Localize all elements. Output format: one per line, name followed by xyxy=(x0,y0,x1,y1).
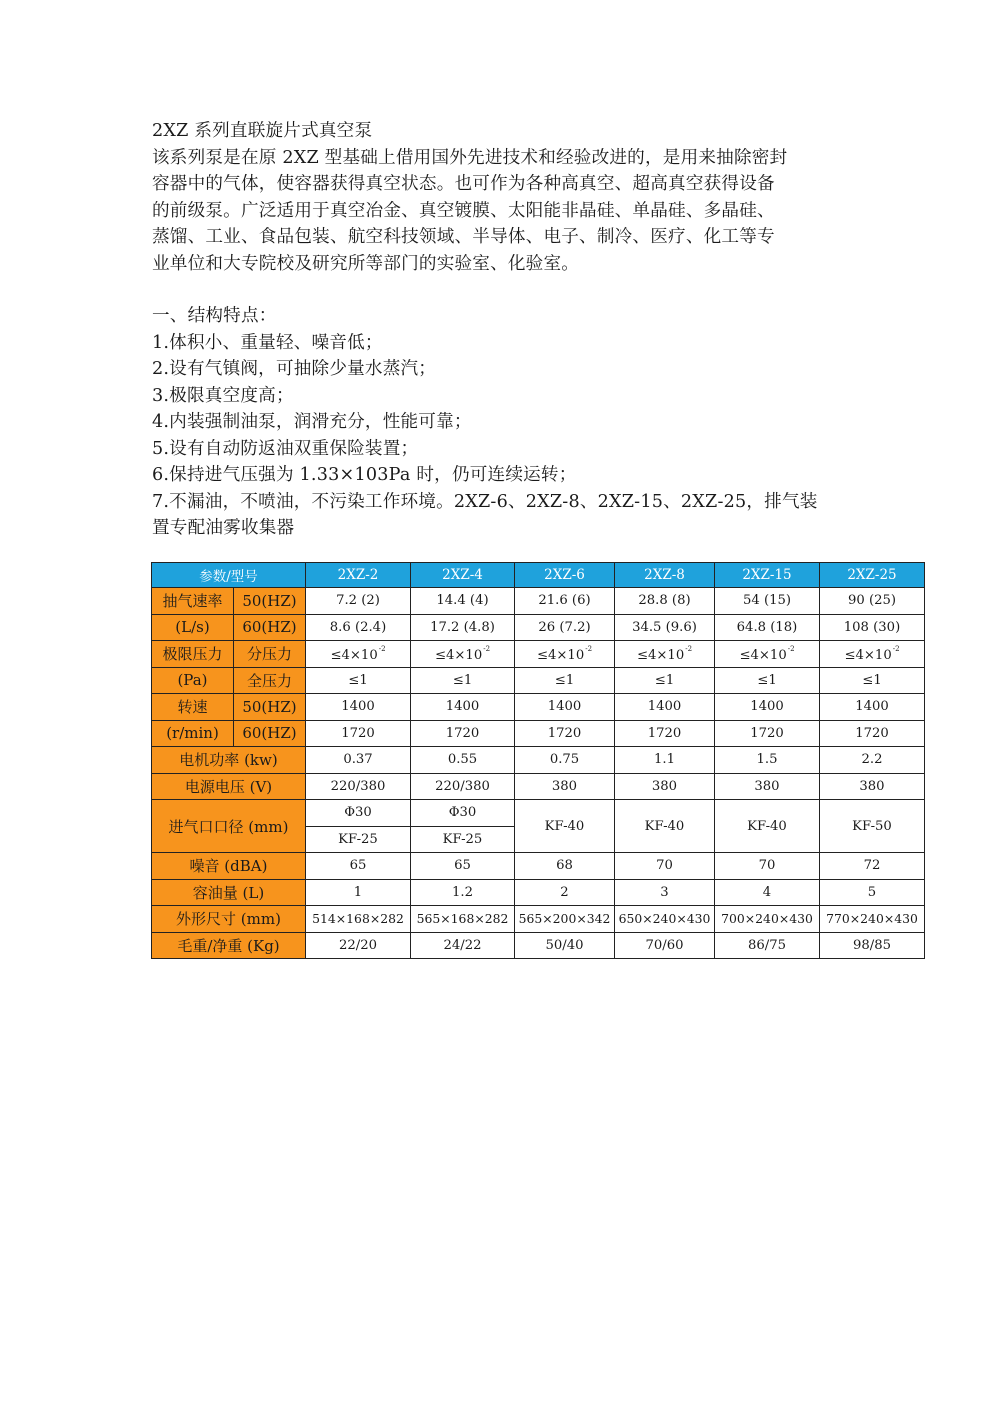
row-label: 噪音 (dBA) xyxy=(152,853,306,880)
table-cell: 1720 xyxy=(411,720,515,747)
table-cell: 108 (30) xyxy=(820,614,925,641)
table-cell: 86/75 xyxy=(715,932,820,959)
table-cell: 14.4 (4) xyxy=(411,588,515,615)
table-cell: ≤1 xyxy=(411,667,515,694)
table-cell: $\le 4\times 10^{-2}$ xyxy=(515,641,615,668)
model-header: 2XZ-25 xyxy=(820,563,925,588)
table-cell: 1720 xyxy=(820,720,925,747)
spec-table xyxy=(151,562,925,959)
model-header: 2XZ-8 xyxy=(615,563,715,588)
table-cell: 4 xyxy=(715,879,820,906)
table-cell: 65 xyxy=(306,853,411,880)
table-cell: 3 xyxy=(615,879,715,906)
table-cell: 1400 xyxy=(411,694,515,721)
model-header: 2XZ-15 xyxy=(715,563,820,588)
row-sublabel: 50(HZ) xyxy=(234,694,306,721)
row-label: 极限压力 xyxy=(152,641,234,668)
table-row xyxy=(152,747,925,774)
table-cell: 21.6 (6) xyxy=(515,588,615,615)
table-cell: ≤1 xyxy=(515,667,615,694)
table-cell: 72 xyxy=(820,853,925,880)
row-label: (Pa) xyxy=(152,667,234,694)
table-cell: 0.75 xyxy=(515,747,615,774)
intro-line: 蒸馏、工业、食品包装、航空科技领域、半导体、电子、制冷、医疗、化工等专 xyxy=(152,227,775,247)
table-cell: 565×168×282 xyxy=(411,906,515,933)
table-cell: 1 xyxy=(306,879,411,906)
table-cell: 17.2 (4.8) xyxy=(411,614,515,641)
table-cell: 22/20 xyxy=(306,932,411,959)
feature-item: 1.体积小、重量轻、噪音低； xyxy=(152,332,383,353)
table-cell: 1.2 xyxy=(411,879,515,906)
table-cell: 380 xyxy=(615,773,715,800)
row-label: 外形尺寸 (mm) xyxy=(152,906,306,933)
row-sublabel: 分压力 xyxy=(234,641,306,668)
table-cell: 2 xyxy=(515,879,615,906)
table-cell: 28.8 (8) xyxy=(615,588,715,615)
row-label: (r/min) xyxy=(152,720,234,747)
row-label: 电机功率 (kw) xyxy=(152,747,306,774)
table-cell: 650×240×430 xyxy=(615,906,715,933)
table-cell: 70 xyxy=(615,853,715,880)
row-label: 转速 xyxy=(152,694,234,721)
table-cell: 1400 xyxy=(515,694,615,721)
table-cell: 1720 xyxy=(515,720,615,747)
table-cell: 98/85 xyxy=(820,932,925,959)
table-cell: 2.2 xyxy=(820,747,925,774)
table-row xyxy=(152,800,925,827)
header-row xyxy=(152,563,925,588)
intro-line: 业单位和大专院校及研究所等部门的实验室、化验室。 xyxy=(152,253,580,274)
table-row xyxy=(152,906,925,933)
document-body xyxy=(152,118,852,542)
document-title: 2XZ 系列直联旋片式真空泵 xyxy=(152,121,373,141)
model-header: 2XZ-4 xyxy=(411,563,515,588)
row-label: 毛重/净重 (Kg) xyxy=(152,932,306,959)
table-cell: 54 (15) xyxy=(715,588,820,615)
table-cell: $\le 4\times 10^{-2}$ xyxy=(820,641,925,668)
table-cell: 1400 xyxy=(820,694,925,721)
feature-item: 7.不漏油，不喷油，不污染工作环境。2XZ-6、2XZ-8、2XZ-15、2XZ-25，排气装 xyxy=(152,491,818,512)
table-cell: $\le 4\times 10^{-2}$ xyxy=(615,641,715,668)
table-cell: 70 xyxy=(715,853,820,880)
table-cell: Φ30 xyxy=(306,800,411,827)
table-cell: 65 xyxy=(411,853,515,880)
table-cell: 0.37 xyxy=(306,747,411,774)
table-cell: KF-40 xyxy=(715,800,820,853)
table-cell: 565×200×342 xyxy=(515,906,615,933)
feature-item: 4.内装强制油泵，润滑充分，性能可靠； xyxy=(152,412,472,432)
table-row xyxy=(152,773,925,800)
table-cell: 700×240×430 xyxy=(715,906,820,933)
table-cell: 90 (25) xyxy=(820,588,925,615)
table-cell: 0.55 xyxy=(411,747,515,774)
table-row xyxy=(152,932,925,959)
table-cell: 1.5 xyxy=(715,747,820,774)
header-corner: 参数/型号 xyxy=(152,563,306,588)
feature-item: 3.极限真空度高； xyxy=(152,385,294,406)
feature-item: 置专配油雾收集器 xyxy=(152,518,295,538)
table-cell: Φ30 xyxy=(411,800,515,827)
feature-item: 5.设有自动防返油双重保险装置； xyxy=(152,438,419,459)
table-cell: 26 (7.2) xyxy=(515,614,615,641)
table-cell: 68 xyxy=(515,853,615,880)
table-row xyxy=(152,614,925,641)
feature-item: 2.设有气镇阀，可抽除少量水蒸汽； xyxy=(152,359,437,379)
table-cell: 220/380 xyxy=(411,773,515,800)
table-cell: 1400 xyxy=(306,694,411,721)
table-cell: 1400 xyxy=(615,694,715,721)
table-row xyxy=(152,853,925,880)
model-header: 2XZ-6 xyxy=(515,563,615,588)
table-row xyxy=(152,667,925,694)
table-cell: 50/40 xyxy=(515,932,615,959)
feature-item: 6.保持进气压强为 1.33×103Pa 时，仍可连续运转； xyxy=(152,465,577,485)
table-row xyxy=(152,588,925,615)
table-cell: 770×240×430 xyxy=(820,906,925,933)
table-cell: 380 xyxy=(715,773,820,800)
table-cell: 1.1 xyxy=(615,747,715,774)
table-cell: 7.2 (2) xyxy=(306,588,411,615)
table-cell: 24/22 xyxy=(411,932,515,959)
intro-line: 该系列泵是在原 2XZ 型基础上借用国外先进技术和经验改进的，是用来抽除密封 xyxy=(152,147,788,168)
row-sublabel: 60(HZ) xyxy=(234,720,306,747)
section-heading: 一、结构特点： xyxy=(152,306,277,326)
row-label: (L/s) xyxy=(152,614,234,641)
table-cell: 380 xyxy=(820,773,925,800)
table-cell: KF-50 xyxy=(820,800,925,853)
table-cell: KF-40 xyxy=(615,800,715,853)
table-cell: KF-25 xyxy=(411,826,515,853)
table-cell: 70/60 xyxy=(615,932,715,959)
table-row xyxy=(152,720,925,747)
row-sublabel: 50(HZ) xyxy=(234,588,306,615)
table-cell: ≤1 xyxy=(715,667,820,694)
table-cell: 1720 xyxy=(306,720,411,747)
table-cell: 8.6 (2.4) xyxy=(306,614,411,641)
table-cell: 64.8 (18) xyxy=(715,614,820,641)
table-cell: KF-40 xyxy=(515,800,615,853)
table-cell: 5 xyxy=(820,879,925,906)
row-label: 电源电压 (V) xyxy=(152,773,306,800)
table-cell: 1400 xyxy=(715,694,820,721)
table-cell: 1720 xyxy=(615,720,715,747)
table-cell: 1720 xyxy=(715,720,820,747)
row-sublabel: 60(HZ) xyxy=(234,614,306,641)
table-cell: ≤1 xyxy=(306,667,411,694)
table-row xyxy=(152,641,925,668)
intro-line: 的前级泵。广泛适用于真空冶金、真空镀膜、太阳能非晶硅、单晶硅、多晶硅、 xyxy=(152,200,775,221)
table-cell: $\le 4\times 10^{-2}$ xyxy=(411,641,515,668)
intro-line: 容器中的气体，使容器获得真空状态。也可作为各种高真空、超高真空获得设备 xyxy=(152,174,775,194)
row-label: 容油量 (L) xyxy=(152,879,306,906)
table-row xyxy=(152,694,925,721)
row-sublabel: 全压力 xyxy=(234,667,306,694)
row-label: 进气口口径 (mm) xyxy=(152,800,306,853)
table-cell: ≤1 xyxy=(820,667,925,694)
table-cell: $\le 4\times 10^{-2}$ xyxy=(715,641,820,668)
table-cell: 220/380 xyxy=(306,773,411,800)
model-header: 2XZ-2 xyxy=(306,563,411,588)
table-cell: $\le 4\times 10^{-2}$ xyxy=(306,641,411,668)
table-cell: 380 xyxy=(515,773,615,800)
table-cell: 34.5 (9.6) xyxy=(615,614,715,641)
table-cell: ≤1 xyxy=(615,667,715,694)
table-row xyxy=(152,879,925,906)
row-label: 抽气速率 xyxy=(152,588,234,615)
table-cell: 514×168×282 xyxy=(306,906,411,933)
table-cell: KF-25 xyxy=(306,826,411,853)
